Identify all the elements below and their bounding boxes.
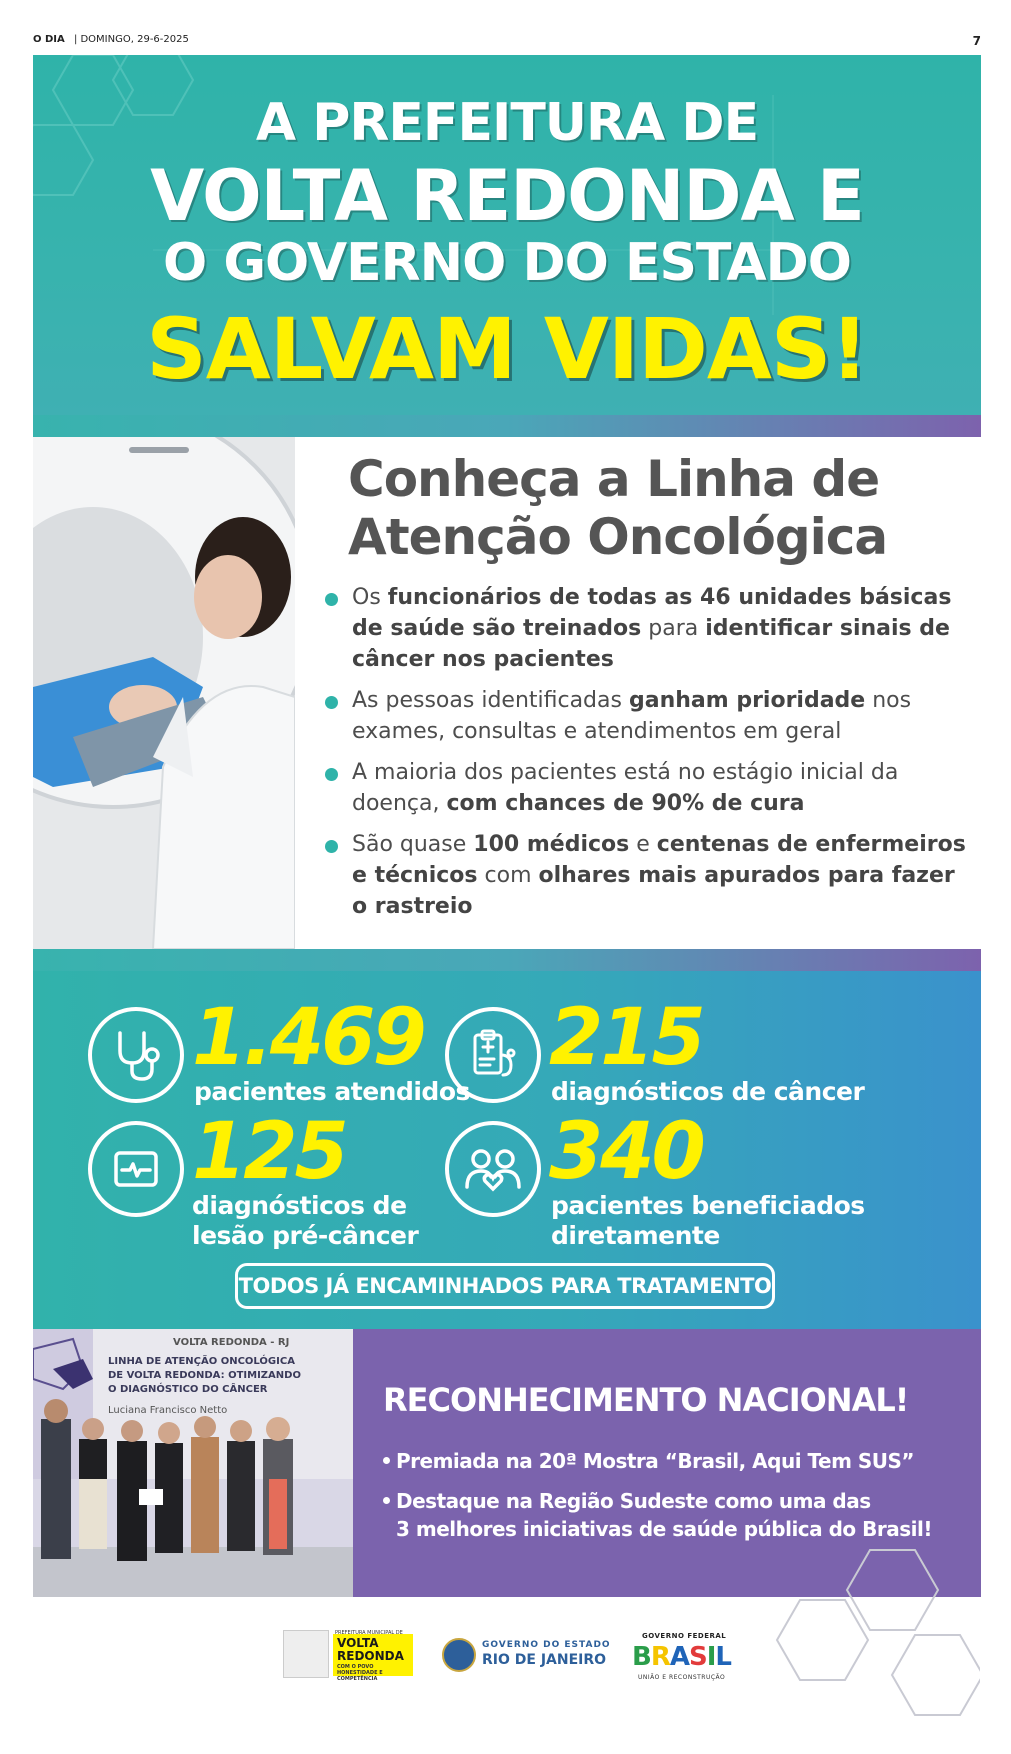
bullet-text-run: Os — [352, 585, 388, 610]
stat-label-line-1: diagnósticos de — [192, 1191, 407, 1220]
logo-br-letter: B — [632, 1642, 651, 1672]
bullet-text-run: e — [629, 832, 657, 857]
stat-label-line-1: pacientes beneficiados — [551, 1191, 865, 1220]
section-title — [348, 450, 970, 566]
state-seal-icon — [442, 1638, 476, 1672]
bullet-item — [320, 685, 970, 747]
bullet-item — [320, 757, 970, 819]
treatment-callout: TODOS JÁ ENCAMINHADOS PARA TRATAMENTO — [235, 1263, 775, 1309]
logo-vr-small: PREFEITURA MUNICIPAL DE — [335, 1630, 403, 1636]
recognition-item-1-text: Premiada na 20ª Mostra “Brasil, Aqui Tem SUS” — [396, 1449, 915, 1473]
gradient-divider — [33, 415, 981, 437]
logo-vr-tag: COM O POVO HONESTIDADE E COMPETÊNCIA — [337, 1664, 383, 1682]
governo-federal-logo — [632, 1632, 732, 1684]
people-heart-icon — [445, 1121, 541, 1217]
bullet-list — [320, 582, 970, 922]
volta-redonda-logo — [283, 1630, 413, 1684]
bullet-dot-icon — [325, 768, 338, 781]
city-crest-icon — [283, 1630, 329, 1678]
stat-label-line-2: diretamente — [551, 1221, 720, 1250]
bullet-text-run: ganham prioridade — [628, 688, 866, 713]
section-title-line-1: Conheça a Linha de — [348, 450, 880, 508]
logo-rj-line-2: RIO DE JANEIRO — [482, 1652, 607, 1668]
bullet-text-run: para — [641, 616, 706, 641]
stat-value: 215 — [549, 993, 703, 1083]
bullet-text-run: nos exames, consultas e atendimentos em geral — [352, 688, 912, 744]
logo-br-letter: L — [715, 1642, 731, 1672]
hero-line-1: A PREFEITURA DE — [255, 93, 759, 153]
hero-banner — [33, 55, 981, 415]
stats-panel — [33, 971, 981, 1329]
bullet-dot-icon — [383, 1457, 390, 1464]
logo-br-line-2: UNIÃO E RECONSTRUÇÃO — [638, 1674, 726, 1681]
bullet-dot-icon — [325, 696, 338, 709]
bullet-text-run: olhares mais apurados para fazer o rastreio — [352, 863, 955, 919]
masthead — [33, 34, 981, 50]
stat-label — [551, 1191, 865, 1251]
bullet-item — [320, 829, 970, 922]
recognition-item-1 — [383, 1447, 914, 1475]
logo-vr-name-1: VOLTA — [337, 1636, 379, 1650]
recognition-title: RECONHECIMENTO NACIONAL! — [383, 1381, 909, 1419]
bullet-text-run: A maioria dos pacientes está no estágio inicial da doença, — [352, 760, 899, 816]
page-number: 7 — [972, 34, 981, 48]
bullet-text-run: As pessoas identificadas — [352, 688, 629, 713]
bullet-text-run: identificar sinais de câncer nos pacientes — [352, 616, 950, 672]
bullet-text-run: funcionários de todas as 46 unidades básicas de saúde são treinados — [352, 585, 952, 641]
recognition-item-2-line-2: 3 melhores iniciativas de saúde pública do Brasil! — [396, 1517, 932, 1541]
recognition-item-2-line-1: Destaque na Região Sudeste como uma das — [396, 1489, 871, 1513]
bullet-text-run: com chances de 90% de cura — [446, 791, 805, 816]
stat-label: diagnósticos de câncer — [551, 1077, 865, 1106]
logo-br-letter: I — [706, 1642, 716, 1672]
stat-label-line-2: lesão pré-câncer — [192, 1221, 419, 1250]
banner-place: VOLTA REDONDA - RJ — [173, 1337, 290, 1348]
logo-rj-line-1: GOVERNO DO ESTADO — [482, 1640, 611, 1650]
gradient-divider-stats — [33, 949, 981, 971]
rio-de-janeiro-logo — [442, 1634, 612, 1680]
ct-scan-illustration — [33, 437, 295, 949]
bullet-item — [320, 582, 970, 675]
logo-vr-name-2: REDONDA — [337, 1649, 404, 1663]
bullet-dot-icon — [383, 1497, 390, 1504]
stat-value: 1.469 — [192, 993, 424, 1083]
logo-br-letter: S — [688, 1642, 707, 1672]
bullet-text-run: centenas de enfermeiros e técnicos — [352, 832, 966, 888]
bullet-text-run: com — [477, 863, 539, 888]
hero-line-2: VOLTA REDONDA E — [150, 155, 864, 237]
oncology-info — [320, 450, 970, 932]
bullet-dot-icon — [325, 593, 338, 606]
logo-br-line-1: GOVERNO FEDERAL — [642, 1632, 727, 1640]
logo-vr-name — [337, 1637, 404, 1663]
hero-headline: SALVAM VIDAS! — [146, 300, 868, 398]
issue-date: | DOMINGO, 29-6-2025 — [73, 34, 189, 45]
ct-scan-photo — [33, 437, 295, 949]
bullet-dot-icon — [325, 840, 338, 853]
hero-line-3: O GOVERNO DO ESTADO — [163, 233, 851, 293]
bullet-text-run: 100 médicos — [473, 832, 630, 857]
stethoscope-icon — [88, 1007, 184, 1103]
logo-br-letter: A — [669, 1642, 689, 1672]
award-ceremony-photo — [33, 1329, 353, 1597]
logo-br-letter: R — [650, 1642, 670, 1672]
clipboard-diagnosis-icon — [445, 1007, 541, 1103]
newspaper-name: O DIA — [33, 34, 65, 45]
monitor-heartbeat-icon — [88, 1121, 184, 1217]
banner-author: Luciana Francisco Netto — [108, 1405, 228, 1416]
stat-value: 125 — [192, 1107, 346, 1197]
sponsor-logos — [0, 1620, 1011, 1700]
logo-br-word — [632, 1642, 731, 1672]
banner-title: LINHA DE ATENÇÃO ONCOLÓGICA DE VOLTA REDONDA: OTIMIZANDO O DIAGNÓSTICO DO CÂNCER — [108, 1356, 301, 1395]
section-title-line-2: Atenção Oncológica — [348, 508, 888, 566]
stat-label — [192, 1191, 418, 1251]
recognition-item-2 — [383, 1487, 963, 1543]
stat-label: pacientes atendidos — [194, 1077, 470, 1106]
stat-value: 340 — [549, 1107, 703, 1197]
bullet-text-run: São quase — [352, 832, 474, 857]
